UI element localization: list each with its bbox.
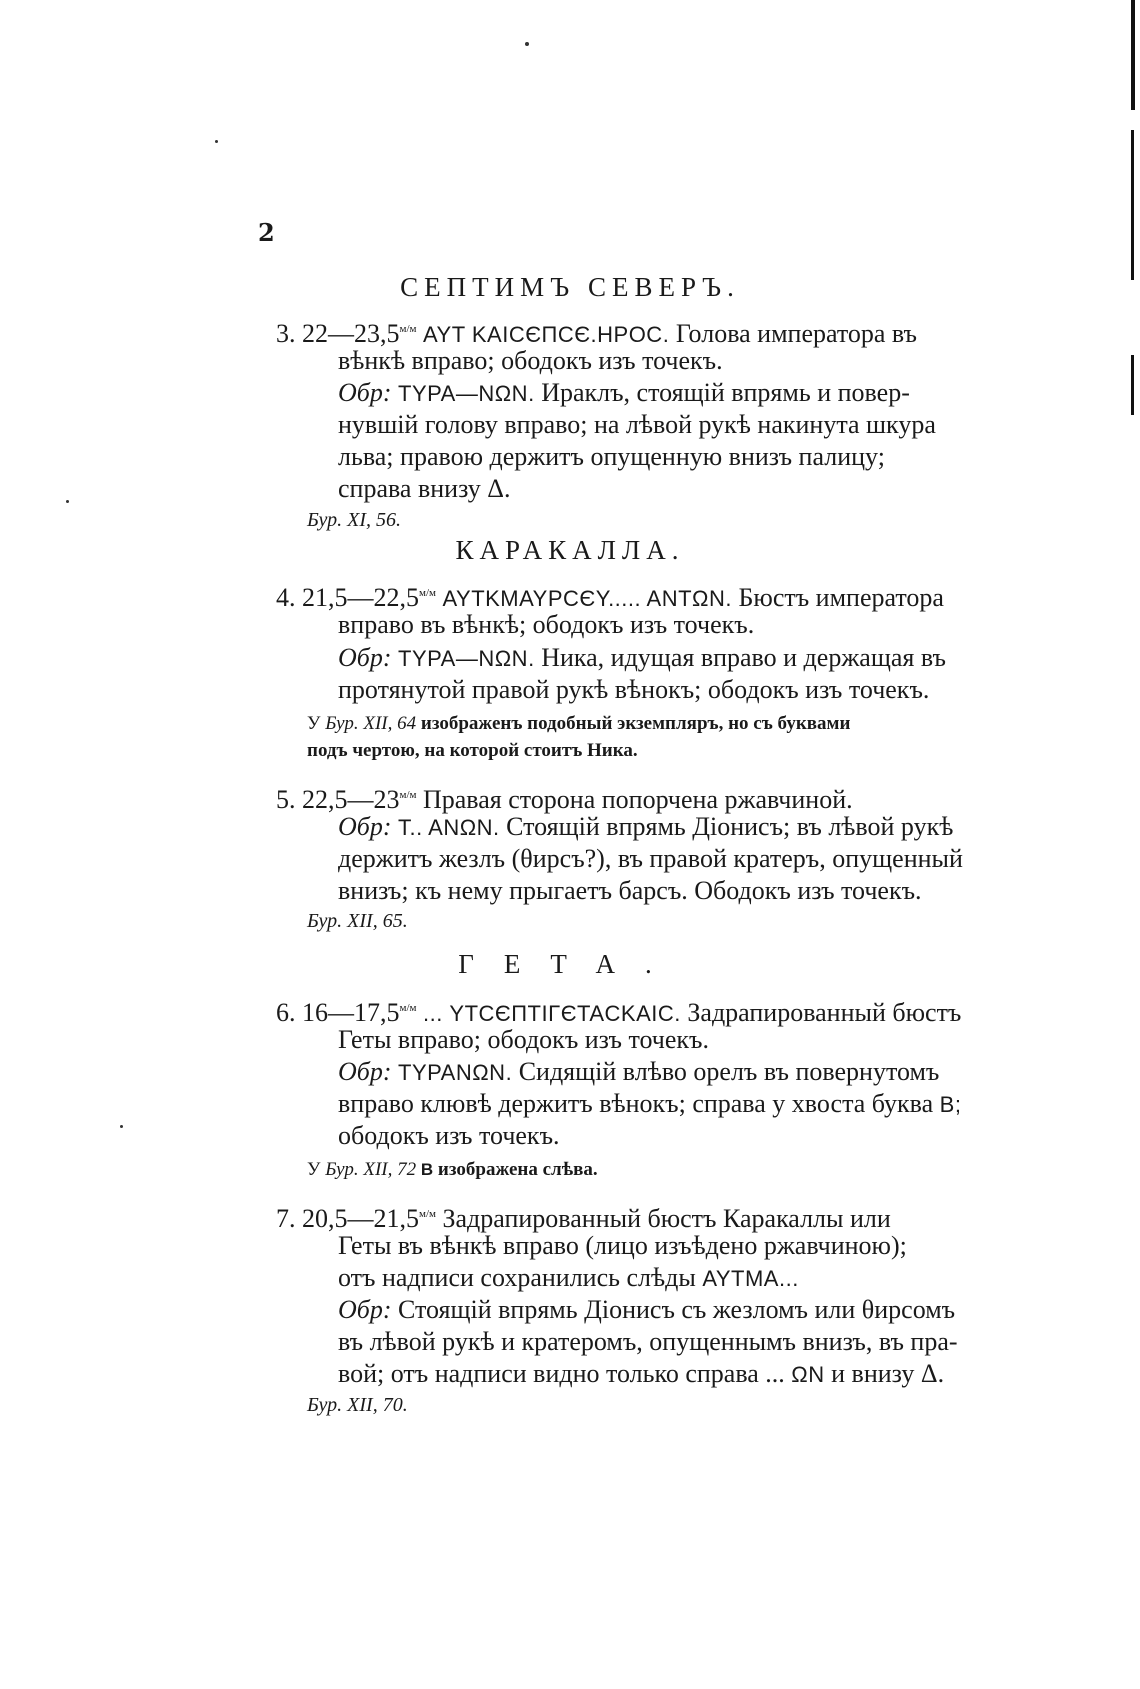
coin-size: 22—23,5 [302,319,400,348]
obverse-text: Задрапированный бюстъ [687,998,962,1027]
entry-5-reference: Бур. XII, 65. [307,910,408,932]
entry-4-note-line-2: подъ чертою, на которой стоитъ Ника. [307,740,638,761]
scan-speck [120,1125,123,1128]
scan-speck [525,42,529,46]
reverse-label: Обр: [338,812,392,841]
entry-4-note-line-1 [307,709,850,739]
entry-7-line-3 [338,1263,799,1294]
obverse-text: Голова императора въ [675,319,917,348]
entry-7-line-2: Геты въ вѣнкѣ вправо (лицо изъѣдено ржавчиною); [338,1231,907,1260]
scan-speck [66,500,69,503]
size-unit: м/м [399,789,417,801]
entry-3-line-3 [338,378,910,409]
entry-6-line-2: Геты вправо; ободокъ изъ точекъ. [338,1025,709,1054]
section-title-septimius-severus: СЕПТИМЪ СЕВЕРЪ. [400,272,740,302]
reverse-text-end: и внизу Δ. [831,1359,945,1388]
entry-3-line-4: нувшій голову вправо; на лѣвой рукѣ накинута шкура [338,410,936,439]
reverse-legend: T.. ANΩN. [398,815,500,840]
reverse-legend: TYPA—NΩN. [398,646,535,671]
obverse-legend: AYTKMAYPCЄY..... ANTΩN. [442,586,732,611]
entry-3-line-2: вѣнкѣ вправо; ободокъ изъ точекъ. [338,346,723,375]
size-unit: м/м [399,1002,417,1014]
obverse-text: Бюстъ императора [738,583,944,612]
reverse-label: Обр: [338,643,392,672]
note-text: изображена слѣва. [437,1159,598,1180]
reverse-text: вправо клювѣ держитъ вѣнокъ; справа у хвоста буква [338,1089,934,1118]
letter-mark: B; [939,1092,962,1117]
entry-4-line-3 [338,643,946,674]
reverse-text: вой; отъ надписи видно только справа ... [338,1359,785,1388]
reverse-text: Стоящій впрямь Діонисъ; въ лѣвой рукѣ [506,812,954,841]
entry-3-line-5: льва; правою держитъ опущенную внизъ палицу; [338,442,885,471]
size-unit: м/м [419,587,436,599]
entry-6-line-4 [338,1089,961,1120]
section-title-caracalla: КАРАКАЛЛА. [455,535,685,565]
entry-4-line-4: протянутой правой рукѣ вѣнокъ; ободокъ изъ точекъ. [338,675,930,704]
entry-number: 6. [276,998,296,1027]
obverse-legend: AYTMA... [702,1266,799,1291]
entry-4-line-1 [276,578,944,614]
coin-size: 22,5—23 [302,785,400,814]
note-prefix: У [307,713,321,734]
entry-7-reference: Бур. XII, 70. [307,1394,408,1416]
scan-edge-shadow-lower [1131,355,1134,415]
entry-7-line-1 [276,1199,891,1234]
coin-size: 21,5—22,5 [302,583,419,612]
reverse-text: Стоящій впрямь Діонисъ съ жезломъ или θирсомъ [398,1295,956,1324]
reverse-legend: ΩN [791,1362,825,1387]
entry-number: 4. [276,583,296,612]
note-reference: Бур. XII, 72 [325,1159,417,1180]
entry-4-line-2: вправо въ вѣнкѣ; ободокъ изъ точекъ. [338,610,755,639]
entry-7-line-6 [338,1359,944,1390]
entry-3-reference: Бур. XI, 56. [307,509,402,531]
reverse-label: Обр: [338,378,392,407]
obverse-legend: ... YTCЄПTIΓЄTACKAIC. [422,1001,681,1026]
reverse-text: Ника, идущая вправо и держащая въ [541,643,946,672]
section-title-geta: ГЕТА. [458,949,682,979]
obverse-text: Правая сторона попорчена ржавчиной. [422,785,853,814]
entry-number: 7. [276,1204,296,1233]
note-prefix: У [307,1159,321,1180]
entry-6-line-1 [276,993,961,1029]
reverse-text: Сидящій влѣво орелъ въ повернутомъ [518,1057,940,1086]
entry-5-line-3: держитъ жезлъ (θирсъ?), въ правой кратеръ, опущенный [338,844,963,873]
entry-5-line-4: внизъ; къ нему прыгаетъ барсъ. Ободокъ изъ точекъ. [338,876,922,905]
page-number: 2 [258,218,275,247]
scan-edge-shadow-top [1131,0,1135,110]
note-letter: B [420,1160,434,1179]
size-unit: м/м [419,1208,436,1220]
entry-3-line-6: справа внизу Δ. [338,474,511,503]
note-text: изображенъ подобный экземпляръ, но съ буквами [420,713,851,734]
entry-number: 5. [276,785,296,814]
entry-number: 3. [276,319,296,348]
reverse-label: Обр: [338,1057,392,1086]
entry-6-line-5: ободокъ изъ точекъ. [338,1121,560,1150]
entry-7-line-5: въ лѣвой рукѣ и кратеромъ, опущеннымъ внизъ, въ пра- [338,1327,958,1356]
obverse-text: отъ надписи сохранились слѣды [338,1263,696,1292]
obverse-text: Задрапированный бюстъ Каракаллы или [442,1204,891,1233]
size-unit: м/м [399,323,417,335]
scan-speck [215,140,218,143]
entry-6-note [307,1155,598,1185]
scan-edge-shadow-middle [1131,130,1134,280]
entry-7-line-4 [338,1295,955,1325]
entry-5-line-2 [338,812,953,843]
coin-size: 20,5—21,5 [302,1204,419,1233]
entry-6-line-3 [338,1057,939,1088]
entry-3-line-1 [276,314,917,350]
entry-5-line-1 [276,780,853,815]
reverse-legend: TYPA—NΩN. [398,381,535,406]
coin-size: 16—17,5 [302,998,400,1027]
note-reference: Бур. XII, 64 [325,713,417,734]
obverse-legend: AYT KAICЄПCЄ.HPOC. [422,322,670,347]
reverse-label: Обр: [338,1295,392,1324]
reverse-legend: TYPANΩN. [398,1060,513,1085]
reverse-text: Ираклъ, стоящій впрямь и повер- [541,378,910,407]
